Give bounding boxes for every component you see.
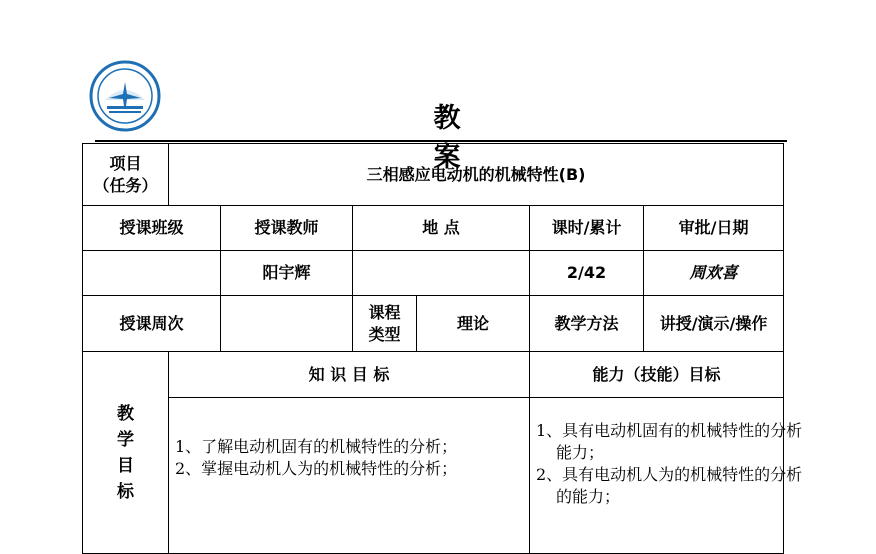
title-rule [95,140,787,142]
value-class [83,251,221,296]
header-location: 地 点 [353,206,530,251]
value-approval-signature: 周欢喜 [644,251,784,296]
document-title: 教 案 [433,103,477,173]
label-course-type: 课程类型 [353,296,417,352]
knowledge-objectives-header: 知 识 目 标 [169,352,530,398]
knowledge-item: 1、了解电动机固有的机械特性的分析； [175,437,458,456]
ability-item: 1、具有电动机固有的机械特性的分析 [536,421,803,440]
value-week [221,296,353,352]
objectives-label: 教 学 目 标 [83,352,169,554]
value-teacher: 阳宇辉 [221,251,353,296]
college-logo-icon [89,60,161,132]
ability-objectives-list [530,398,803,554]
project-label: 项目 （任务） [83,144,169,206]
ability-item-continuation: 的能力； [556,487,621,506]
knowledge-objectives-list [169,398,530,554]
value-method: 讲授/演示/操作 [644,296,784,352]
ability-item-continuation: 能力； [556,443,605,462]
value-location [353,251,530,296]
ability-item: 2、具有电动机人为的机械特性的分析 [536,465,803,484]
header-approval: 审批/日期 [644,206,784,251]
knowledge-item: 2、掌握电动机人为的机械特性的分析； [175,459,458,478]
header-hours: 课时/累计 [530,206,644,251]
label-week: 授课周次 [83,296,221,352]
label-method: 教学方法 [530,296,644,352]
value-course-type: 理论 [417,296,530,352]
value-hours: 2/42 [530,251,644,296]
ability-objectives-header: 能力（技能）目标 [530,352,784,398]
header-class: 授课班级 [83,206,221,251]
lesson-plan-table [82,143,803,554]
project-value: 三相感应电动机的机械特性(B) [169,144,784,206]
header-teacher: 授课教师 [221,206,353,251]
